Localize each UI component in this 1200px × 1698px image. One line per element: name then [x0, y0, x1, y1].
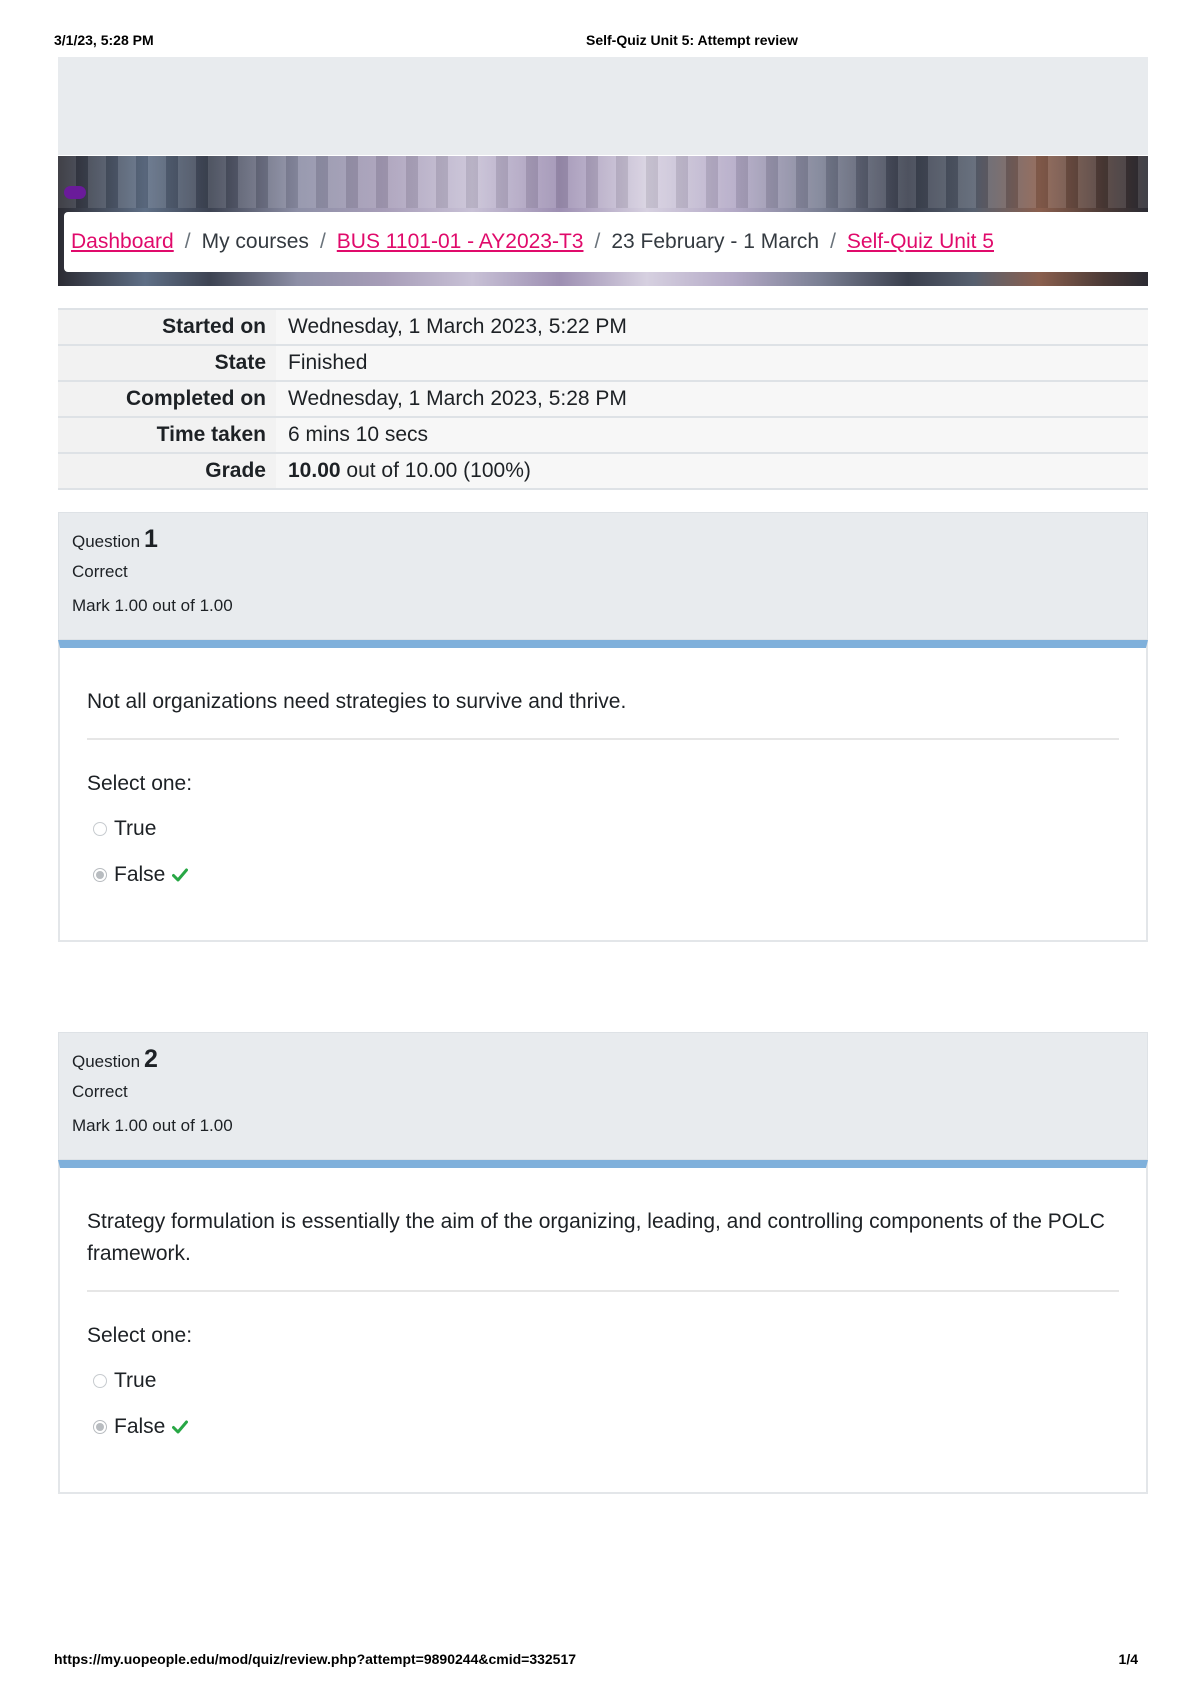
- breadcrumb-separator: /: [319, 230, 326, 253]
- course-header-banner: [58, 156, 1148, 286]
- breadcrumb-dashboard-link[interactable]: Dashboard: [71, 230, 174, 253]
- breadcrumb-my-courses: My courses: [201, 230, 309, 253]
- summary-row-completed: [58, 381, 1148, 417]
- banner-image: [58, 156, 1148, 208]
- answer-option-true[interactable]: [87, 1358, 1119, 1404]
- answer-option-false[interactable]: [87, 852, 1119, 898]
- summary-row-state: [58, 345, 1148, 381]
- top-band: [58, 57, 1148, 155]
- question-content: [58, 1160, 1148, 1494]
- breadcrumb: [64, 212, 1148, 272]
- summary-label: Started on: [58, 309, 276, 345]
- question-label: Question: [72, 1052, 141, 1071]
- banner-badge: [64, 186, 86, 199]
- radio-button[interactable]: [93, 1374, 107, 1388]
- question-state: Correct: [72, 1082, 128, 1101]
- grade-score: 10.00: [288, 459, 341, 482]
- print-datetime: 3/1/23, 5:28 PM: [54, 32, 154, 48]
- summary-value: Wednesday, 1 March 2023, 5:22 PM: [276, 309, 1148, 345]
- radio-button-selected[interactable]: [93, 1420, 107, 1434]
- summary-label: Completed on: [58, 381, 276, 417]
- question-info: [58, 512, 1148, 640]
- answer-prompt: Select one:: [87, 772, 193, 795]
- question-1: [58, 512, 1148, 942]
- check-icon: [172, 868, 188, 882]
- question-text: Not all organizations need strategies to survive and thrive.: [87, 648, 1119, 740]
- option-label: True: [114, 1369, 157, 1392]
- question-info: [58, 1032, 1148, 1160]
- summary-row-started: [58, 309, 1148, 345]
- print-url: https://my.uopeople.edu/mod/quiz/review.php?attempt=9890244&cmid=332517: [54, 1651, 577, 1667]
- breadcrumb-section: 23 February - 1 March: [611, 230, 820, 253]
- summary-value: Finished: [276, 345, 1148, 381]
- print-page-number: 1/4: [1118, 1651, 1138, 1667]
- summary-label: Time taken: [58, 417, 276, 453]
- radio-button[interactable]: [93, 822, 107, 836]
- option-label: True: [114, 817, 157, 840]
- question-number-value: 1: [144, 525, 158, 553]
- breadcrumb-quiz-link[interactable]: Self-Quiz Unit 5: [846, 230, 994, 253]
- question-grade: Mark 1.00 out of 1.00: [72, 1116, 233, 1135]
- breadcrumb-separator: /: [594, 230, 601, 253]
- question-content: [58, 640, 1148, 942]
- breadcrumb-separator: /: [184, 230, 191, 253]
- question-grade: Mark 1.00 out of 1.00: [72, 596, 233, 615]
- summary-value: [276, 453, 1148, 489]
- print-header: [54, 32, 1146, 52]
- question-text: Strategy formulation is essentially the aim of the organizing, leading, and controlling components of the POLC framework.: [87, 1168, 1119, 1292]
- print-footer: [54, 1651, 1146, 1671]
- print-page-title: Self-Quiz Unit 5: Attempt review: [586, 32, 798, 48]
- answer-option-true[interactable]: [87, 806, 1119, 852]
- breadcrumb-course-link[interactable]: BUS 1101-01 - AY2023-T3: [336, 230, 584, 253]
- attempt-summary-table: [58, 308, 1148, 490]
- question-number: [72, 525, 1147, 554]
- answer-prompt: Select one:: [87, 1324, 193, 1347]
- grade-total: out of 10.00 (100%): [340, 459, 531, 482]
- question-state: Correct: [72, 562, 128, 581]
- summary-value: Wednesday, 1 March 2023, 5:28 PM: [276, 381, 1148, 417]
- check-icon: [172, 1420, 188, 1434]
- summary-value: 6 mins 10 secs: [276, 417, 1148, 453]
- summary-label: State: [58, 345, 276, 381]
- option-label: False: [114, 1415, 166, 1438]
- breadcrumb-separator: /: [830, 230, 836, 253]
- question-2: [58, 1032, 1148, 1494]
- question-number-value: 2: [144, 1045, 158, 1073]
- question-number: [72, 1045, 1147, 1074]
- answer-block: [87, 1292, 1119, 1492]
- summary-label: Grade: [58, 453, 276, 489]
- answer-option-false[interactable]: [87, 1404, 1119, 1450]
- option-label: False: [114, 863, 166, 886]
- summary-row-time-taken: [58, 417, 1148, 453]
- summary-row-grade: [58, 453, 1148, 489]
- answer-block: [87, 740, 1119, 940]
- question-label: Question: [72, 532, 141, 551]
- radio-button-selected[interactable]: [93, 868, 107, 882]
